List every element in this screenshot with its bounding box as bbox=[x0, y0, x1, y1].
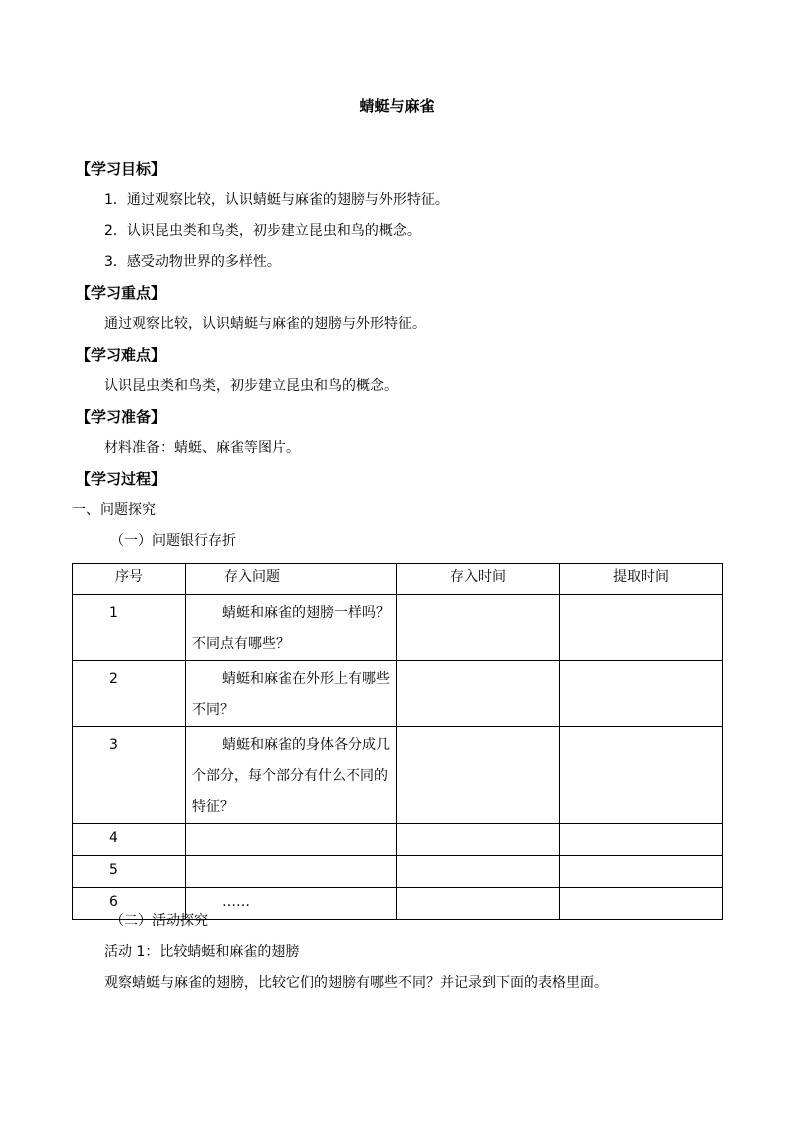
activity-1-title: 活动 1：比较蜻蜓和麻雀的翅膀 bbox=[104, 944, 300, 960]
row-question bbox=[186, 888, 397, 920]
row-deposit-time bbox=[397, 856, 560, 888]
process-heading: 【学习过程】 bbox=[76, 470, 167, 488]
row-number: 2 bbox=[73, 661, 186, 727]
row-question-text: …… bbox=[222, 894, 250, 910]
row-question bbox=[186, 661, 397, 727]
row-deposit-time bbox=[397, 661, 560, 727]
row-deposit-time bbox=[397, 595, 560, 661]
objective-item-1: 1．通过观察比较，认识蜻蜓与麻雀的翅膀与外形特征。 bbox=[104, 192, 449, 208]
difficulties-heading: 【学习难点】 bbox=[76, 346, 167, 364]
row-question bbox=[186, 727, 397, 824]
row-number: 6 bbox=[73, 888, 186, 920]
key-points-text: 通过观察比较，认识蜻蜓与麻雀的翅膀与外形特征。 bbox=[104, 316, 426, 332]
row-question-text: 蜻蜓和麻雀的身体各分成几个部分，每个部分有什么不同的特征？ bbox=[192, 737, 390, 815]
row-deposit-time bbox=[397, 888, 560, 920]
header-cell-number: 序号 bbox=[73, 564, 186, 595]
row-withdraw-time bbox=[560, 727, 723, 824]
objective-item-3: 3．感受动物世界的多样性。 bbox=[104, 254, 281, 270]
row-deposit-time bbox=[397, 727, 560, 824]
row-question bbox=[186, 856, 397, 888]
row-number: 5 bbox=[73, 856, 186, 888]
table-header-row bbox=[73, 564, 723, 595]
row-withdraw-time bbox=[560, 595, 723, 661]
page-title: 蜻蜓与麻雀 bbox=[359, 97, 435, 115]
subsection-question-bank: （一）问题银行存折 bbox=[110, 533, 236, 549]
objective-item-2: 2．认识昆虫类和鸟类，初步建立昆虫和鸟的概念。 bbox=[104, 223, 421, 239]
table-row bbox=[73, 824, 723, 856]
row-withdraw-time bbox=[560, 888, 723, 920]
preparation-text: 材料准备：蜻蜓、麻雀等图片。 bbox=[104, 440, 300, 456]
preparation-heading: 【学习准备】 bbox=[76, 408, 167, 426]
question-bank-table bbox=[72, 563, 723, 920]
table-row bbox=[73, 727, 723, 824]
header-cell-question: 存入问题 bbox=[186, 564, 397, 595]
row-number: 4 bbox=[73, 824, 186, 856]
difficulties-text: 认识昆虫类和鸟类，初步建立昆虫和鸟的概念。 bbox=[104, 378, 398, 394]
table-row bbox=[73, 856, 723, 888]
row-number: 1 bbox=[73, 595, 186, 661]
activity-1-text: 观察蜻蜓与麻雀的翅膀，比较它们的翅膀有哪些不同？并记录到下面的表格里面。 bbox=[104, 975, 608, 991]
row-deposit-time bbox=[397, 824, 560, 856]
table-row bbox=[73, 661, 723, 727]
row-question-text: 蜻蜓和麻雀的翅膀一样吗？不同点有哪些？ bbox=[192, 605, 390, 652]
row-question bbox=[186, 595, 397, 661]
header-cell-deposit-time: 存入时间 bbox=[397, 564, 560, 595]
objectives-heading: 【学习目标】 bbox=[76, 160, 167, 178]
row-question-text: 蜻蜓和麻雀在外形上有哪些不同？ bbox=[192, 671, 390, 718]
subsection-activity-inquiry: （二）活动探究 bbox=[110, 913, 208, 929]
row-number: 3 bbox=[73, 727, 186, 824]
table-row bbox=[73, 595, 723, 661]
row-withdraw-time bbox=[560, 824, 723, 856]
row-withdraw-time bbox=[560, 856, 723, 888]
row-question bbox=[186, 824, 397, 856]
key-points-heading: 【学习重点】 bbox=[76, 284, 167, 302]
row-withdraw-time bbox=[560, 661, 723, 727]
header-cell-withdraw-time: 提取时间 bbox=[560, 564, 723, 595]
section-problem-inquiry: 一、问题探究 bbox=[72, 502, 156, 518]
